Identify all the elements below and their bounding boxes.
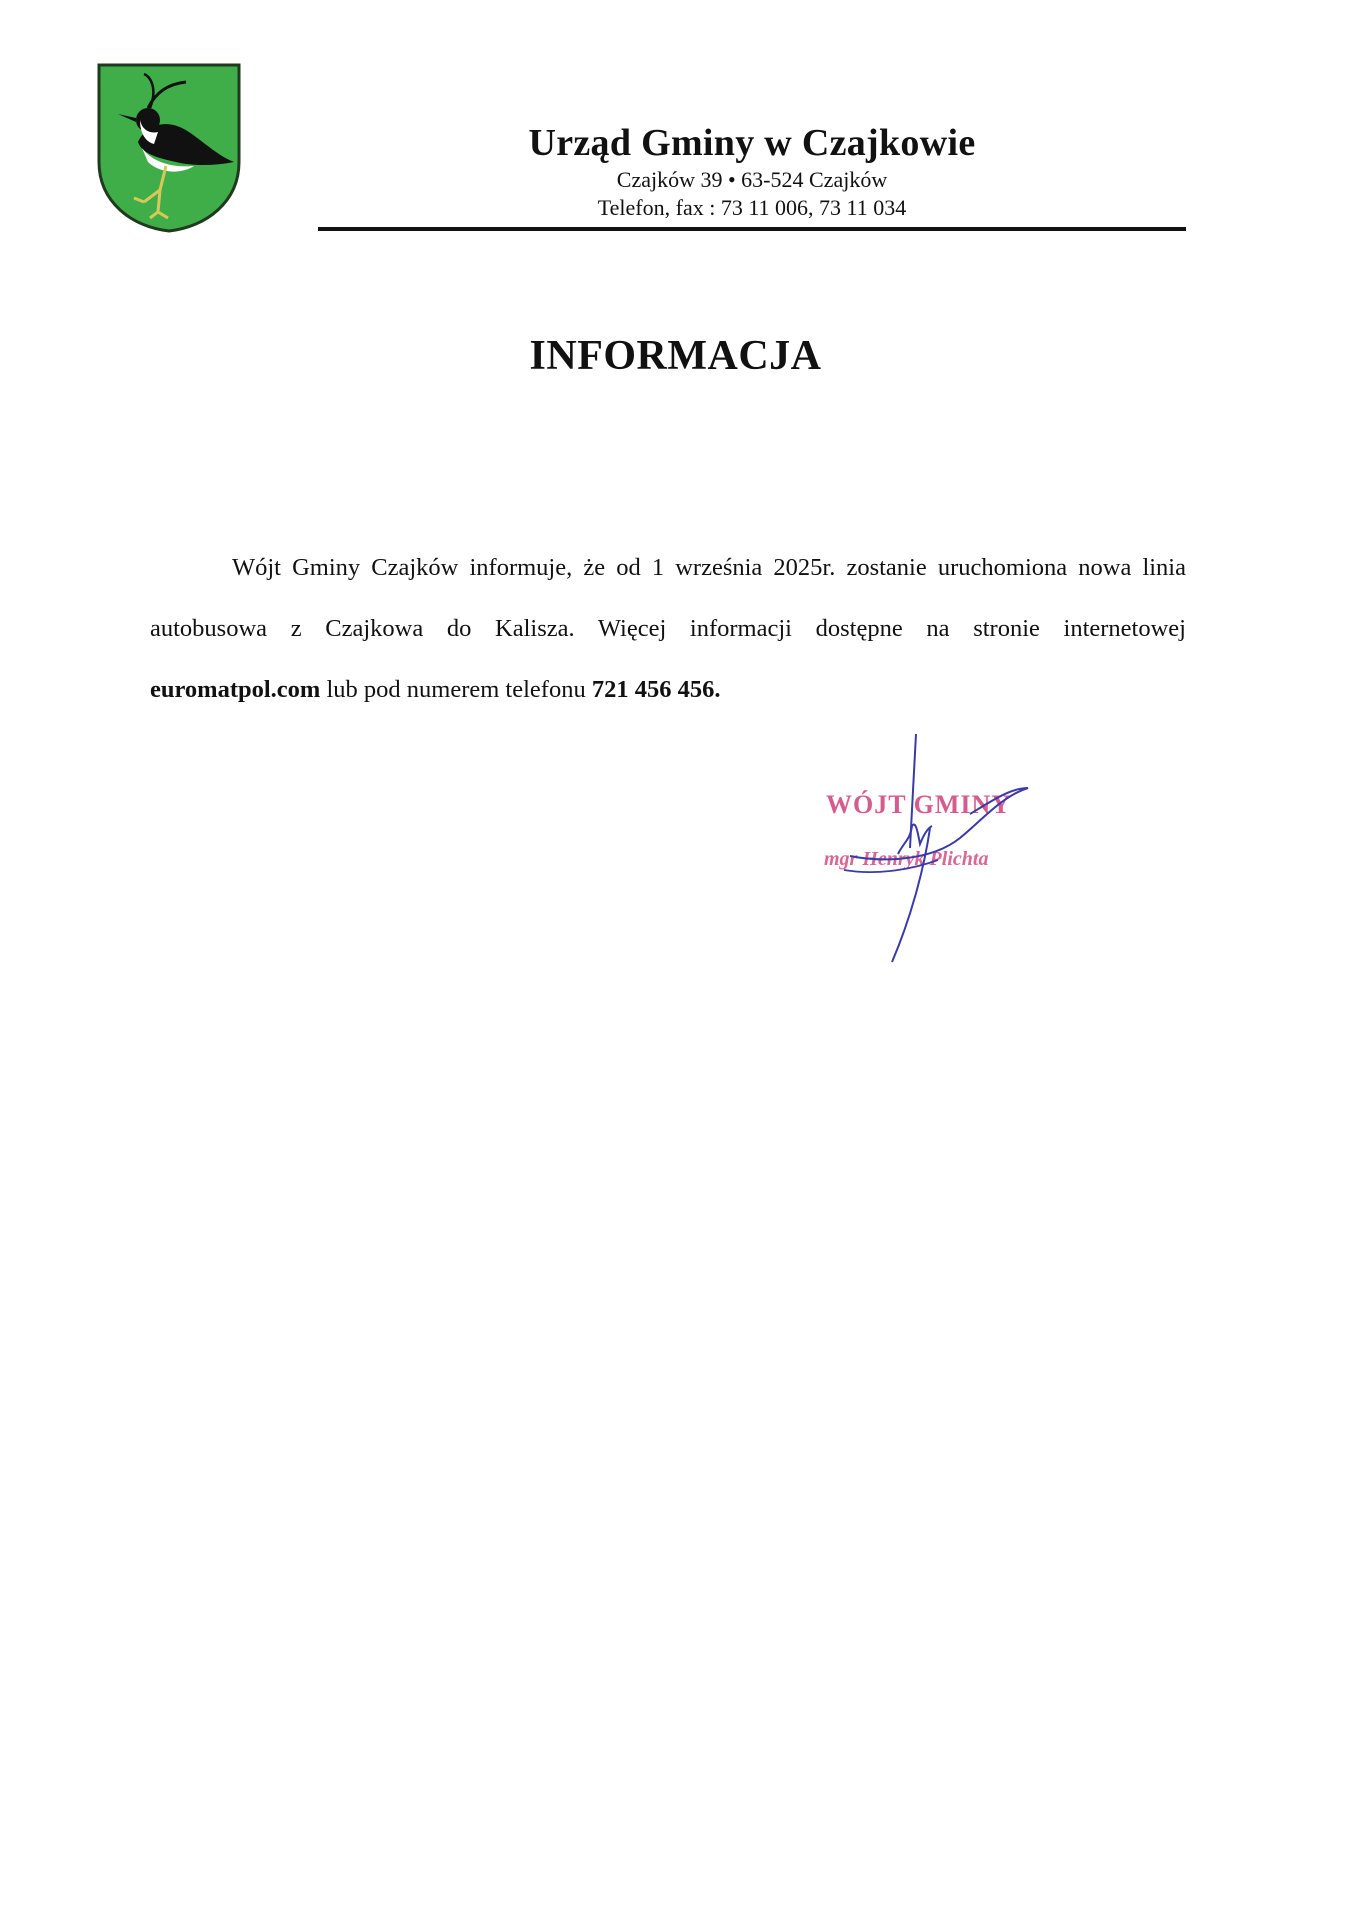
phone-number-text: 721 456 456 — [591, 676, 715, 703]
body-paragraph — [150, 537, 1186, 720]
body-intro: Wójt Gminy Czajków informuje, że od 1 września 2025r. zostanie uruchomiona nowa linia autobusowa z Czajkowa do Kalisza. Więcej informacji dostępne na stronie internetowej — [150, 554, 1186, 642]
coat-of-arms-icon — [96, 62, 242, 234]
document-title: INFORMACJA — [529, 333, 822, 379]
stamp-name: mgr Henryk Plichta — [824, 848, 989, 870]
office-address: Czajków 39 • 63-524 Czajków — [616, 167, 888, 192]
website-text: euromatpol.com — [150, 676, 321, 703]
handwritten-signature-icon — [820, 730, 1060, 970]
stamp-title: WÓJT GMINY — [826, 790, 1012, 819]
header-divider — [318, 227, 1186, 231]
letterhead — [318, 120, 1186, 222]
signature-block — [820, 730, 1060, 970]
body-end: . — [714, 676, 721, 703]
body-middle: lub pod numerem telefonu — [320, 676, 592, 703]
office-phone: Telefon, fax : 73 11 006, 73 11 034 — [597, 195, 907, 220]
office-name: Urząd Gminy w Czajkowie — [528, 122, 976, 164]
